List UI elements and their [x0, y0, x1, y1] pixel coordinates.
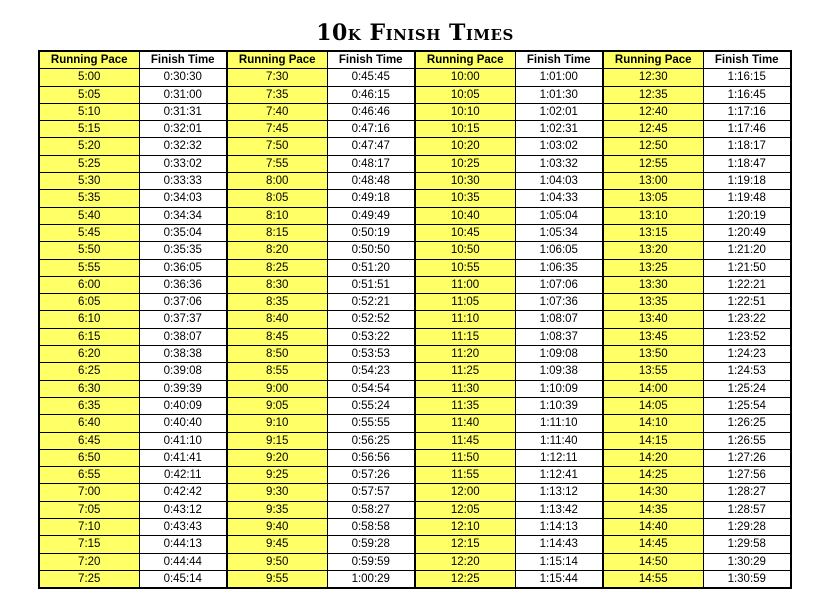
- running-pace-cell: 10:45: [415, 224, 515, 241]
- running-pace-cell: 6:45: [39, 432, 139, 449]
- finish-time-cell: 1:17:46: [703, 121, 791, 138]
- running-pace-cell: 5:20: [39, 138, 139, 155]
- finish-time-cell: 1:05:04: [515, 207, 603, 224]
- column-header-running-pace: Running Pace: [415, 51, 515, 69]
- table-row: [39, 259, 791, 276]
- finish-time-cell: 1:26:55: [703, 432, 791, 449]
- running-pace-cell: 10:55: [415, 259, 515, 276]
- finish-time-cell: 0:31:31: [139, 103, 227, 120]
- finish-time-cell: 0:32:32: [139, 138, 227, 155]
- running-pace-cell: 10:00: [415, 69, 515, 86]
- finish-time-cell: 0:36:36: [139, 276, 227, 293]
- running-pace-cell: 7:20: [39, 553, 139, 570]
- running-pace-cell: 5:05: [39, 86, 139, 103]
- finish-time-cell: 1:29:28: [703, 519, 791, 536]
- table-row: [39, 224, 791, 241]
- finish-time-cell: 0:56:56: [327, 449, 415, 466]
- running-pace-cell: 14:45: [603, 536, 703, 553]
- table-row: [39, 138, 791, 155]
- finish-time-cell: 1:12:11: [515, 449, 603, 466]
- running-pace-cell: 5:50: [39, 242, 139, 259]
- finish-time-cell: 1:03:02: [515, 138, 603, 155]
- running-pace-cell: 12:10: [415, 519, 515, 536]
- running-pace-cell: 7:05: [39, 501, 139, 518]
- running-pace-cell: 8:45: [227, 328, 327, 345]
- table-row: [39, 121, 791, 138]
- running-pace-cell: 11:50: [415, 449, 515, 466]
- running-pace-cell: 5:25: [39, 155, 139, 172]
- finish-time-cell: 0:35:35: [139, 242, 227, 259]
- running-pace-cell: 11:30: [415, 380, 515, 397]
- running-pace-cell: 13:00: [603, 173, 703, 190]
- finish-time-cell: 1:05:34: [515, 224, 603, 241]
- running-pace-cell: 5:30: [39, 173, 139, 190]
- finish-time-cell: 1:19:48: [703, 190, 791, 207]
- running-pace-cell: 11:20: [415, 346, 515, 363]
- running-pace-cell: 8:50: [227, 346, 327, 363]
- running-pace-cell: 14:15: [603, 432, 703, 449]
- running-pace-cell: 12:55: [603, 155, 703, 172]
- running-pace-cell: 10:05: [415, 86, 515, 103]
- running-pace-cell: 6:35: [39, 397, 139, 414]
- page-title: 10k Finish Times: [316, 20, 514, 46]
- running-pace-cell: 10:15: [415, 121, 515, 138]
- table-body: [39, 69, 791, 588]
- table-row: [39, 397, 791, 414]
- running-pace-cell: 12:45: [603, 121, 703, 138]
- running-pace-cell: 6:25: [39, 363, 139, 380]
- column-header-running-pace: Running Pace: [603, 51, 703, 69]
- running-pace-cell: 5:15: [39, 121, 139, 138]
- finish-time-cell: 1:10:39: [515, 397, 603, 414]
- running-pace-cell: 10:30: [415, 173, 515, 190]
- running-pace-cell: 9:35: [227, 501, 327, 518]
- running-pace-cell: 9:40: [227, 519, 327, 536]
- running-pace-cell: 9:25: [227, 467, 327, 484]
- running-pace-cell: 11:05: [415, 294, 515, 311]
- running-pace-cell: 14:20: [603, 449, 703, 466]
- running-pace-cell: 13:10: [603, 207, 703, 224]
- running-pace-cell: 6:20: [39, 346, 139, 363]
- running-pace-cell: 9:00: [227, 380, 327, 397]
- finish-time-cell: 1:21:20: [703, 242, 791, 259]
- finish-time-cell: 0:57:57: [327, 484, 415, 501]
- finish-time-cell: 0:40:40: [139, 415, 227, 432]
- running-pace-cell: 6:10: [39, 311, 139, 328]
- finish-time-cell: 1:01:30: [515, 86, 603, 103]
- finish-time-cell: 0:41:10: [139, 432, 227, 449]
- table-row: [39, 553, 791, 570]
- finish-time-cell: 0:57:26: [327, 467, 415, 484]
- running-pace-cell: 9:05: [227, 397, 327, 414]
- running-pace-cell: 12:35: [603, 86, 703, 103]
- finish-time-cell: 0:56:25: [327, 432, 415, 449]
- running-pace-cell: 11:35: [415, 397, 515, 414]
- finish-time-cell: 0:32:01: [139, 121, 227, 138]
- finish-time-cell: 0:39:39: [139, 380, 227, 397]
- finish-time-cell: 1:11:40: [515, 432, 603, 449]
- finish-time-cell: 1:26:25: [703, 415, 791, 432]
- finish-time-cell: 1:27:26: [703, 449, 791, 466]
- table-row: [39, 501, 791, 518]
- running-pace-cell: 5:35: [39, 190, 139, 207]
- running-pace-cell: 13:05: [603, 190, 703, 207]
- running-pace-cell: 7:15: [39, 536, 139, 553]
- running-pace-cell: 14:25: [603, 467, 703, 484]
- finish-time-cell: 0:30:30: [139, 69, 227, 86]
- running-pace-cell: 10:25: [415, 155, 515, 172]
- finish-time-cell: 0:50:50: [327, 242, 415, 259]
- running-pace-cell: 5:10: [39, 103, 139, 120]
- finish-times-table: [38, 50, 792, 589]
- finish-time-cell: 1:20:49: [703, 224, 791, 241]
- finish-time-cell: 0:46:15: [327, 86, 415, 103]
- running-pace-cell: 12:50: [603, 138, 703, 155]
- table-row: [39, 467, 791, 484]
- finish-time-cell: 1:06:05: [515, 242, 603, 259]
- column-header-finish-time: Finish Time: [327, 51, 415, 69]
- finish-time-cell: 0:33:02: [139, 155, 227, 172]
- running-pace-cell: 10:35: [415, 190, 515, 207]
- table-row: [39, 328, 791, 345]
- running-pace-cell: 5:00: [39, 69, 139, 86]
- running-pace-cell: 14:40: [603, 519, 703, 536]
- table-row: [39, 155, 791, 172]
- finish-time-cell: 1:02:31: [515, 121, 603, 138]
- running-pace-cell: 13:40: [603, 311, 703, 328]
- finish-time-cell: 1:15:44: [515, 570, 603, 588]
- finish-time-cell: 0:58:27: [327, 501, 415, 518]
- finish-time-cell: 1:02:01: [515, 103, 603, 120]
- running-pace-cell: 6:05: [39, 294, 139, 311]
- table-row: [39, 190, 791, 207]
- finish-time-cell: 1:00:29: [327, 570, 415, 588]
- finish-time-cell: 1:08:07: [515, 311, 603, 328]
- finish-time-cell: 0:34:03: [139, 190, 227, 207]
- finish-time-cell: 0:59:59: [327, 553, 415, 570]
- finish-time-cell: 1:24:53: [703, 363, 791, 380]
- running-pace-cell: 8:25: [227, 259, 327, 276]
- running-pace-cell: 13:20: [603, 242, 703, 259]
- running-pace-cell: 6:15: [39, 328, 139, 345]
- running-pace-cell: 13:55: [603, 363, 703, 380]
- finish-time-cell: 0:34:34: [139, 207, 227, 224]
- finish-time-cell: 0:43:12: [139, 501, 227, 518]
- running-pace-cell: 8:10: [227, 207, 327, 224]
- running-pace-cell: 6:40: [39, 415, 139, 432]
- running-pace-cell: 6:55: [39, 467, 139, 484]
- running-pace-cell: 11:55: [415, 467, 515, 484]
- running-pace-cell: 9:55: [227, 570, 327, 588]
- finish-time-cell: 1:20:19: [703, 207, 791, 224]
- running-pace-cell: 9:50: [227, 553, 327, 570]
- running-pace-cell: 14:35: [603, 501, 703, 518]
- table-row: [39, 69, 791, 86]
- running-pace-cell: 11:10: [415, 311, 515, 328]
- running-pace-cell: 13:30: [603, 276, 703, 293]
- running-pace-cell: 9:45: [227, 536, 327, 553]
- running-pace-cell: 12:15: [415, 536, 515, 553]
- table-row: [39, 484, 791, 501]
- finish-time-cell: 0:53:22: [327, 328, 415, 345]
- running-pace-cell: 6:30: [39, 380, 139, 397]
- finish-time-cell: 1:29:58: [703, 536, 791, 553]
- finish-time-cell: 0:55:55: [327, 415, 415, 432]
- finish-time-cell: 0:49:18: [327, 190, 415, 207]
- table-row: [39, 363, 791, 380]
- finish-time-cell: 1:14:43: [515, 536, 603, 553]
- finish-time-cell: 0:37:06: [139, 294, 227, 311]
- running-pace-cell: 8:00: [227, 173, 327, 190]
- running-pace-cell: 8:40: [227, 311, 327, 328]
- running-pace-cell: 8:20: [227, 242, 327, 259]
- table-row: [39, 346, 791, 363]
- header-row: [39, 51, 791, 69]
- table-row: [39, 276, 791, 293]
- finish-time-cell: 1:09:08: [515, 346, 603, 363]
- running-pace-cell: 7:10: [39, 519, 139, 536]
- finish-time-cell: 0:51:51: [327, 276, 415, 293]
- finish-time-cell: 0:41:41: [139, 449, 227, 466]
- running-pace-cell: 11:15: [415, 328, 515, 345]
- finish-time-cell: 1:21:50: [703, 259, 791, 276]
- table-row: [39, 242, 791, 259]
- running-pace-cell: 14:05: [603, 397, 703, 414]
- finish-time-cell: 1:23:22: [703, 311, 791, 328]
- finish-time-cell: 1:03:32: [515, 155, 603, 172]
- finish-time-cell: 0:42:11: [139, 467, 227, 484]
- running-pace-cell: 14:50: [603, 553, 703, 570]
- table-row: [39, 380, 791, 397]
- table-row: [39, 449, 791, 466]
- table-row: [39, 86, 791, 103]
- finish-time-cell: 1:30:29: [703, 553, 791, 570]
- finish-time-cell: 0:51:20: [327, 259, 415, 276]
- finish-time-cell: 0:37:37: [139, 311, 227, 328]
- finish-time-cell: 1:18:47: [703, 155, 791, 172]
- column-header-finish-time: Finish Time: [703, 51, 791, 69]
- running-pace-cell: 9:15: [227, 432, 327, 449]
- finish-time-cell: 1:22:21: [703, 276, 791, 293]
- finish-time-cell: 0:44:13: [139, 536, 227, 553]
- finish-time-cell: 1:16:15: [703, 69, 791, 86]
- column-header-finish-time: Finish Time: [139, 51, 227, 69]
- table-row: [39, 103, 791, 120]
- running-pace-cell: 11:40: [415, 415, 515, 432]
- finish-time-cell: 1:06:35: [515, 259, 603, 276]
- finish-time-cell: 1:04:33: [515, 190, 603, 207]
- running-pace-cell: 5:55: [39, 259, 139, 276]
- table-row: [39, 432, 791, 449]
- finish-time-cell: 1:19:18: [703, 173, 791, 190]
- running-pace-cell: 7:00: [39, 484, 139, 501]
- finish-time-cell: 0:36:05: [139, 259, 227, 276]
- finish-time-cell: 0:48:48: [327, 173, 415, 190]
- table-row: [39, 207, 791, 224]
- running-pace-cell: 7:50: [227, 138, 327, 155]
- finish-time-cell: 1:18:17: [703, 138, 791, 155]
- finish-time-cell: 1:24:23: [703, 346, 791, 363]
- finish-time-cell: 0:47:47: [327, 138, 415, 155]
- running-pace-cell: 10:40: [415, 207, 515, 224]
- running-pace-cell: 10:20: [415, 138, 515, 155]
- finish-time-cell: 1:25:24: [703, 380, 791, 397]
- running-pace-cell: 5:45: [39, 224, 139, 241]
- finish-time-cell: 0:39:08: [139, 363, 227, 380]
- running-pace-cell: 9:10: [227, 415, 327, 432]
- column-header-finish-time: Finish Time: [515, 51, 603, 69]
- running-pace-cell: 12:25: [415, 570, 515, 588]
- finish-time-cell: 0:52:21: [327, 294, 415, 311]
- finish-time-cell: 0:45:45: [327, 69, 415, 86]
- finish-time-cell: 0:44:44: [139, 553, 227, 570]
- finish-time-cell: 1:25:54: [703, 397, 791, 414]
- finish-time-cell: 1:13:42: [515, 501, 603, 518]
- finish-time-cell: 1:11:10: [515, 415, 603, 432]
- table-row: [39, 173, 791, 190]
- running-pace-cell: 8:05: [227, 190, 327, 207]
- finish-time-cell: 0:49:49: [327, 207, 415, 224]
- running-pace-cell: 14:00: [603, 380, 703, 397]
- running-pace-cell: 11:00: [415, 276, 515, 293]
- finish-time-cell: 1:14:13: [515, 519, 603, 536]
- running-pace-cell: 14:55: [603, 570, 703, 588]
- finish-time-cell: 0:40:09: [139, 397, 227, 414]
- table-row: [39, 294, 791, 311]
- finish-time-cell: 1:28:27: [703, 484, 791, 501]
- running-pace-cell: 5:40: [39, 207, 139, 224]
- running-pace-cell: 10:50: [415, 242, 515, 259]
- finish-time-cell: 1:01:00: [515, 69, 603, 86]
- table-row: [39, 536, 791, 553]
- column-header-running-pace: Running Pace: [227, 51, 327, 69]
- finish-time-cell: 0:33:33: [139, 173, 227, 190]
- finish-time-cell: 0:54:23: [327, 363, 415, 380]
- finish-time-cell: 0:52:52: [327, 311, 415, 328]
- finish-time-cell: 0:59:28: [327, 536, 415, 553]
- running-pace-cell: 13:45: [603, 328, 703, 345]
- finish-time-cell: 0:53:53: [327, 346, 415, 363]
- finish-time-cell: 0:46:46: [327, 103, 415, 120]
- finish-time-cell: 0:58:58: [327, 519, 415, 536]
- finish-time-cell: 1:30:59: [703, 570, 791, 588]
- running-pace-cell: 12:30: [603, 69, 703, 86]
- running-pace-cell: 12:40: [603, 103, 703, 120]
- finish-time-cell: 1:23:52: [703, 328, 791, 345]
- running-pace-cell: 7:30: [227, 69, 327, 86]
- running-pace-cell: 10:10: [415, 103, 515, 120]
- finish-time-cell: 0:50:19: [327, 224, 415, 241]
- finish-time-cell: 0:55:24: [327, 397, 415, 414]
- running-pace-cell: 12:00: [415, 484, 515, 501]
- running-pace-cell: 13:15: [603, 224, 703, 241]
- finish-time-cell: 0:42:42: [139, 484, 227, 501]
- running-pace-cell: 13:50: [603, 346, 703, 363]
- table-row: [39, 519, 791, 536]
- finish-time-cell: 1:10:09: [515, 380, 603, 397]
- finish-time-cell: 1:04:03: [515, 173, 603, 190]
- running-pace-cell: 7:25: [39, 570, 139, 588]
- running-pace-cell: 7:40: [227, 103, 327, 120]
- running-pace-cell: 8:35: [227, 294, 327, 311]
- finish-time-cell: 1:16:45: [703, 86, 791, 103]
- running-pace-cell: 8:15: [227, 224, 327, 241]
- running-pace-cell: 11:25: [415, 363, 515, 380]
- running-pace-cell: 9:30: [227, 484, 327, 501]
- running-pace-cell: 6:50: [39, 449, 139, 466]
- column-header-running-pace: Running Pace: [39, 51, 139, 69]
- finish-time-cell: 1:12:41: [515, 467, 603, 484]
- running-pace-cell: 6:00: [39, 276, 139, 293]
- finish-time-cell: 0:31:00: [139, 86, 227, 103]
- finish-time-cell: 0:38:07: [139, 328, 227, 345]
- table-row: [39, 311, 791, 328]
- finish-time-cell: 1:08:37: [515, 328, 603, 345]
- finish-time-cell: 1:17:16: [703, 103, 791, 120]
- running-pace-cell: 14:10: [603, 415, 703, 432]
- finish-time-cell: 0:47:16: [327, 121, 415, 138]
- finish-time-cell: 1:07:06: [515, 276, 603, 293]
- finish-time-cell: 1:28:57: [703, 501, 791, 518]
- running-pace-cell: 7:45: [227, 121, 327, 138]
- finish-time-cell: 0:43:43: [139, 519, 227, 536]
- finish-time-cell: 0:35:04: [139, 224, 227, 241]
- finish-time-cell: 1:09:38: [515, 363, 603, 380]
- running-pace-cell: 7:55: [227, 155, 327, 172]
- running-pace-cell: 7:35: [227, 86, 327, 103]
- finish-time-cell: 1:27:56: [703, 467, 791, 484]
- finish-time-cell: 1:13:12: [515, 484, 603, 501]
- running-pace-cell: 8:55: [227, 363, 327, 380]
- running-pace-cell: 14:30: [603, 484, 703, 501]
- finish-time-cell: 0:45:14: [139, 570, 227, 588]
- finish-time-cell: 0:48:17: [327, 155, 415, 172]
- finish-time-cell: 1:15:14: [515, 553, 603, 570]
- finish-time-cell: 1:07:36: [515, 294, 603, 311]
- running-pace-cell: 12:05: [415, 501, 515, 518]
- table-row: [39, 415, 791, 432]
- running-pace-cell: 9:20: [227, 449, 327, 466]
- running-pace-cell: 12:20: [415, 553, 515, 570]
- finish-time-cell: 0:38:38: [139, 346, 227, 363]
- finish-time-cell: 1:22:51: [703, 294, 791, 311]
- finish-time-cell: 0:54:54: [327, 380, 415, 397]
- running-pace-cell: 13:25: [603, 259, 703, 276]
- running-pace-cell: 8:30: [227, 276, 327, 293]
- table-row: [39, 570, 791, 588]
- running-pace-cell: 11:45: [415, 432, 515, 449]
- running-pace-cell: 13:35: [603, 294, 703, 311]
